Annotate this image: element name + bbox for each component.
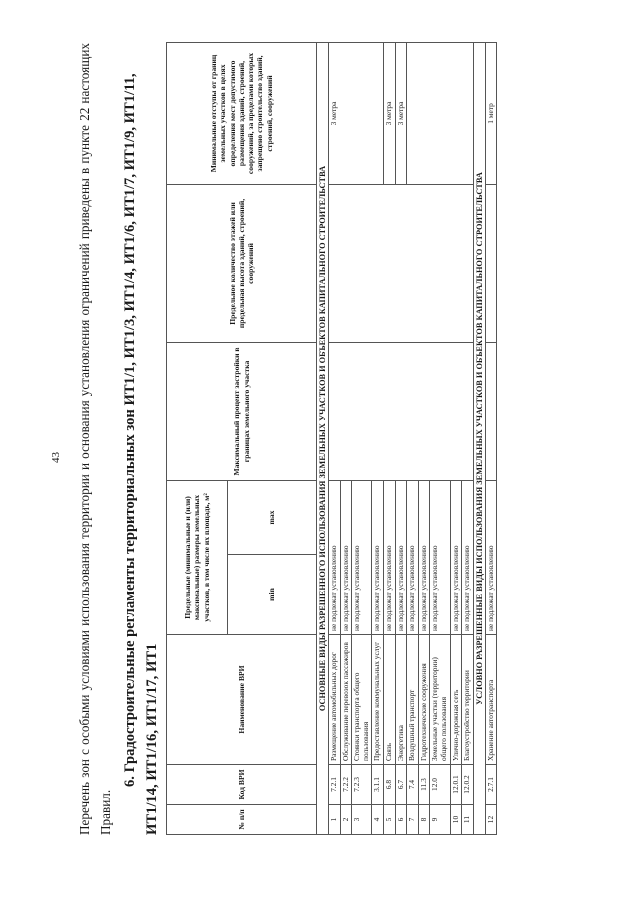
row-size: не подлежат установлению	[418, 480, 430, 634]
row-size: не подлежат установлению	[383, 480, 395, 634]
header-name: Наименование ВРИ	[167, 635, 317, 765]
row-code: 7.4	[407, 765, 419, 805]
header-indent: Минимальные отступы от границ земельных участков в целях определения мест допустимого размещения зданий, строений, сооружений, за пределами которых запрещено строительство зданий, строений, сооружений	[167, 42, 317, 184]
row-name: Связь	[383, 635, 395, 765]
row-num: 11	[462, 805, 474, 835]
header-floors: Предельное количество этажей или предельная высота зданий, строений, сооружений	[167, 184, 317, 342]
row-size: не подлежат установлению	[372, 480, 384, 634]
heading-line-2: ИТ1/14, ИТ1/16, ИТ1/17, ИТ1	[144, 643, 160, 835]
row-code: 11.3	[418, 765, 430, 805]
row-num: 1	[329, 805, 341, 835]
header-size: Предельные (минимальные и (или) максимальные) размеры земельных участков, в том числе их площадь, м²	[167, 480, 228, 634]
section-main: ОСНОВНЫЕ ВИДЫ РАЗРЕШЕННОГО ИСПОЛЬЗОВАНИЯ ЗЕМЕЛЬНЫХ УЧАСТКОВ И ОБЪЕКТОВ КАПИТАЛЬНОГО СТРОИТЕЛЬСТВА	[317, 42, 329, 834]
page-number: 43	[50, 452, 62, 463]
cell-floors	[329, 184, 474, 342]
row-indent: 3 метра	[383, 42, 395, 184]
row-name: Гидротехнические сооружения	[418, 635, 430, 765]
cell-built	[329, 342, 474, 480]
row-num: 3	[352, 805, 372, 835]
regulations-table	[166, 42, 497, 835]
row-name: Предоставление коммунальных услуг	[372, 635, 384, 765]
row-num: 2	[340, 805, 352, 835]
intro-paragraph	[74, 43, 116, 835]
table-row	[485, 42, 497, 834]
row-code: 12.0	[430, 765, 450, 805]
row-name: Хранение автотранспорта	[485, 635, 497, 765]
row-size: не подлежат установлению	[407, 480, 419, 634]
row-code: 3.1.1	[372, 765, 384, 805]
row-name: Улично-дорожная сеть	[450, 635, 462, 765]
row-size: не подлежат установлению	[340, 480, 352, 634]
row-name: Стоянки транспорта общего пользования	[352, 635, 372, 765]
cell-indent-empty	[407, 42, 474, 184]
intro-line-1: Перечень зон с особыми условиями использования территории и основания установления ограничений приведены в	[77, 167, 92, 835]
section-heading	[119, 40, 163, 835]
row-code: 6.8	[383, 765, 395, 805]
row-size: не подлежат установлению	[430, 480, 450, 634]
row-size: не подлежат установлению	[462, 480, 474, 634]
row-num: 10	[450, 805, 462, 835]
row-indent: 3 метра	[395, 42, 407, 184]
heading-line-1: 6. Градостроительные регламенты территориальных зон ИТ1/1, ИТ1/3, ИТ1/4, ИТ1/6, ИТ1/7, ИТ1/9, ИТ1/11,	[122, 73, 138, 787]
table-row	[329, 42, 341, 834]
row-num: 6	[395, 805, 407, 835]
row-name: Энергетика	[395, 635, 407, 765]
row-code: 2.7.1	[485, 765, 497, 805]
row-size: не подлежат установлению	[329, 480, 341, 634]
row-size: не подлежат установлению	[485, 480, 497, 634]
row-code: 6.7	[395, 765, 407, 805]
row-code: 7.2.2	[340, 765, 352, 805]
header-code: Код ВРИ	[167, 765, 317, 805]
cell-built	[485, 342, 497, 480]
row-size: не подлежат установлению	[450, 480, 462, 634]
intro-line-2: пункте 22 настоящих Правил.	[77, 42, 113, 835]
row-num: 4	[372, 805, 384, 835]
row-num: 9	[430, 805, 450, 835]
row-code: 12.0.1	[450, 765, 462, 805]
row-indent: 3 метра	[329, 42, 384, 184]
row-name: Воздушный транспорт	[407, 635, 419, 765]
row-indent: 1 метр	[485, 42, 497, 184]
row-size: не подлежат установлению	[395, 480, 407, 634]
row-num: 12	[485, 805, 497, 835]
row-num: 7	[407, 805, 419, 835]
header-built: Максимальный процент застройки в границах земельного участка	[167, 342, 317, 480]
row-num: 5	[383, 805, 395, 835]
row-code: 7.2.3	[352, 765, 372, 805]
cell-floors	[485, 184, 497, 342]
header-max: max	[228, 480, 317, 554]
row-name: Размещение автомобильных дорог	[329, 635, 341, 765]
row-name: Благоустройство территории	[462, 635, 474, 765]
header-num: № п/п	[167, 805, 317, 835]
section-conditional: УСЛОВНО РАЗРЕШЕННЫЕ ВИДЫ ИСПОЛЬЗОВАНИЯ ЗЕМЕЛЬНЫХ УЧАСТКОВ И ОБЪЕКТОВ КАПИТАЛЬНОГО СТРОИТЕЛЬСТВА	[473, 42, 485, 834]
row-size: не подлежат установлению	[352, 480, 372, 634]
row-code: 7.2.1	[329, 765, 341, 805]
row-name: Земельные участки (территории) общего пользования	[430, 635, 450, 765]
header-min: min	[228, 555, 317, 635]
row-num: 8	[418, 805, 430, 835]
row-code: 12.0.2	[462, 765, 474, 805]
row-name: Обслуживание перевозок пассажиров	[340, 635, 352, 765]
